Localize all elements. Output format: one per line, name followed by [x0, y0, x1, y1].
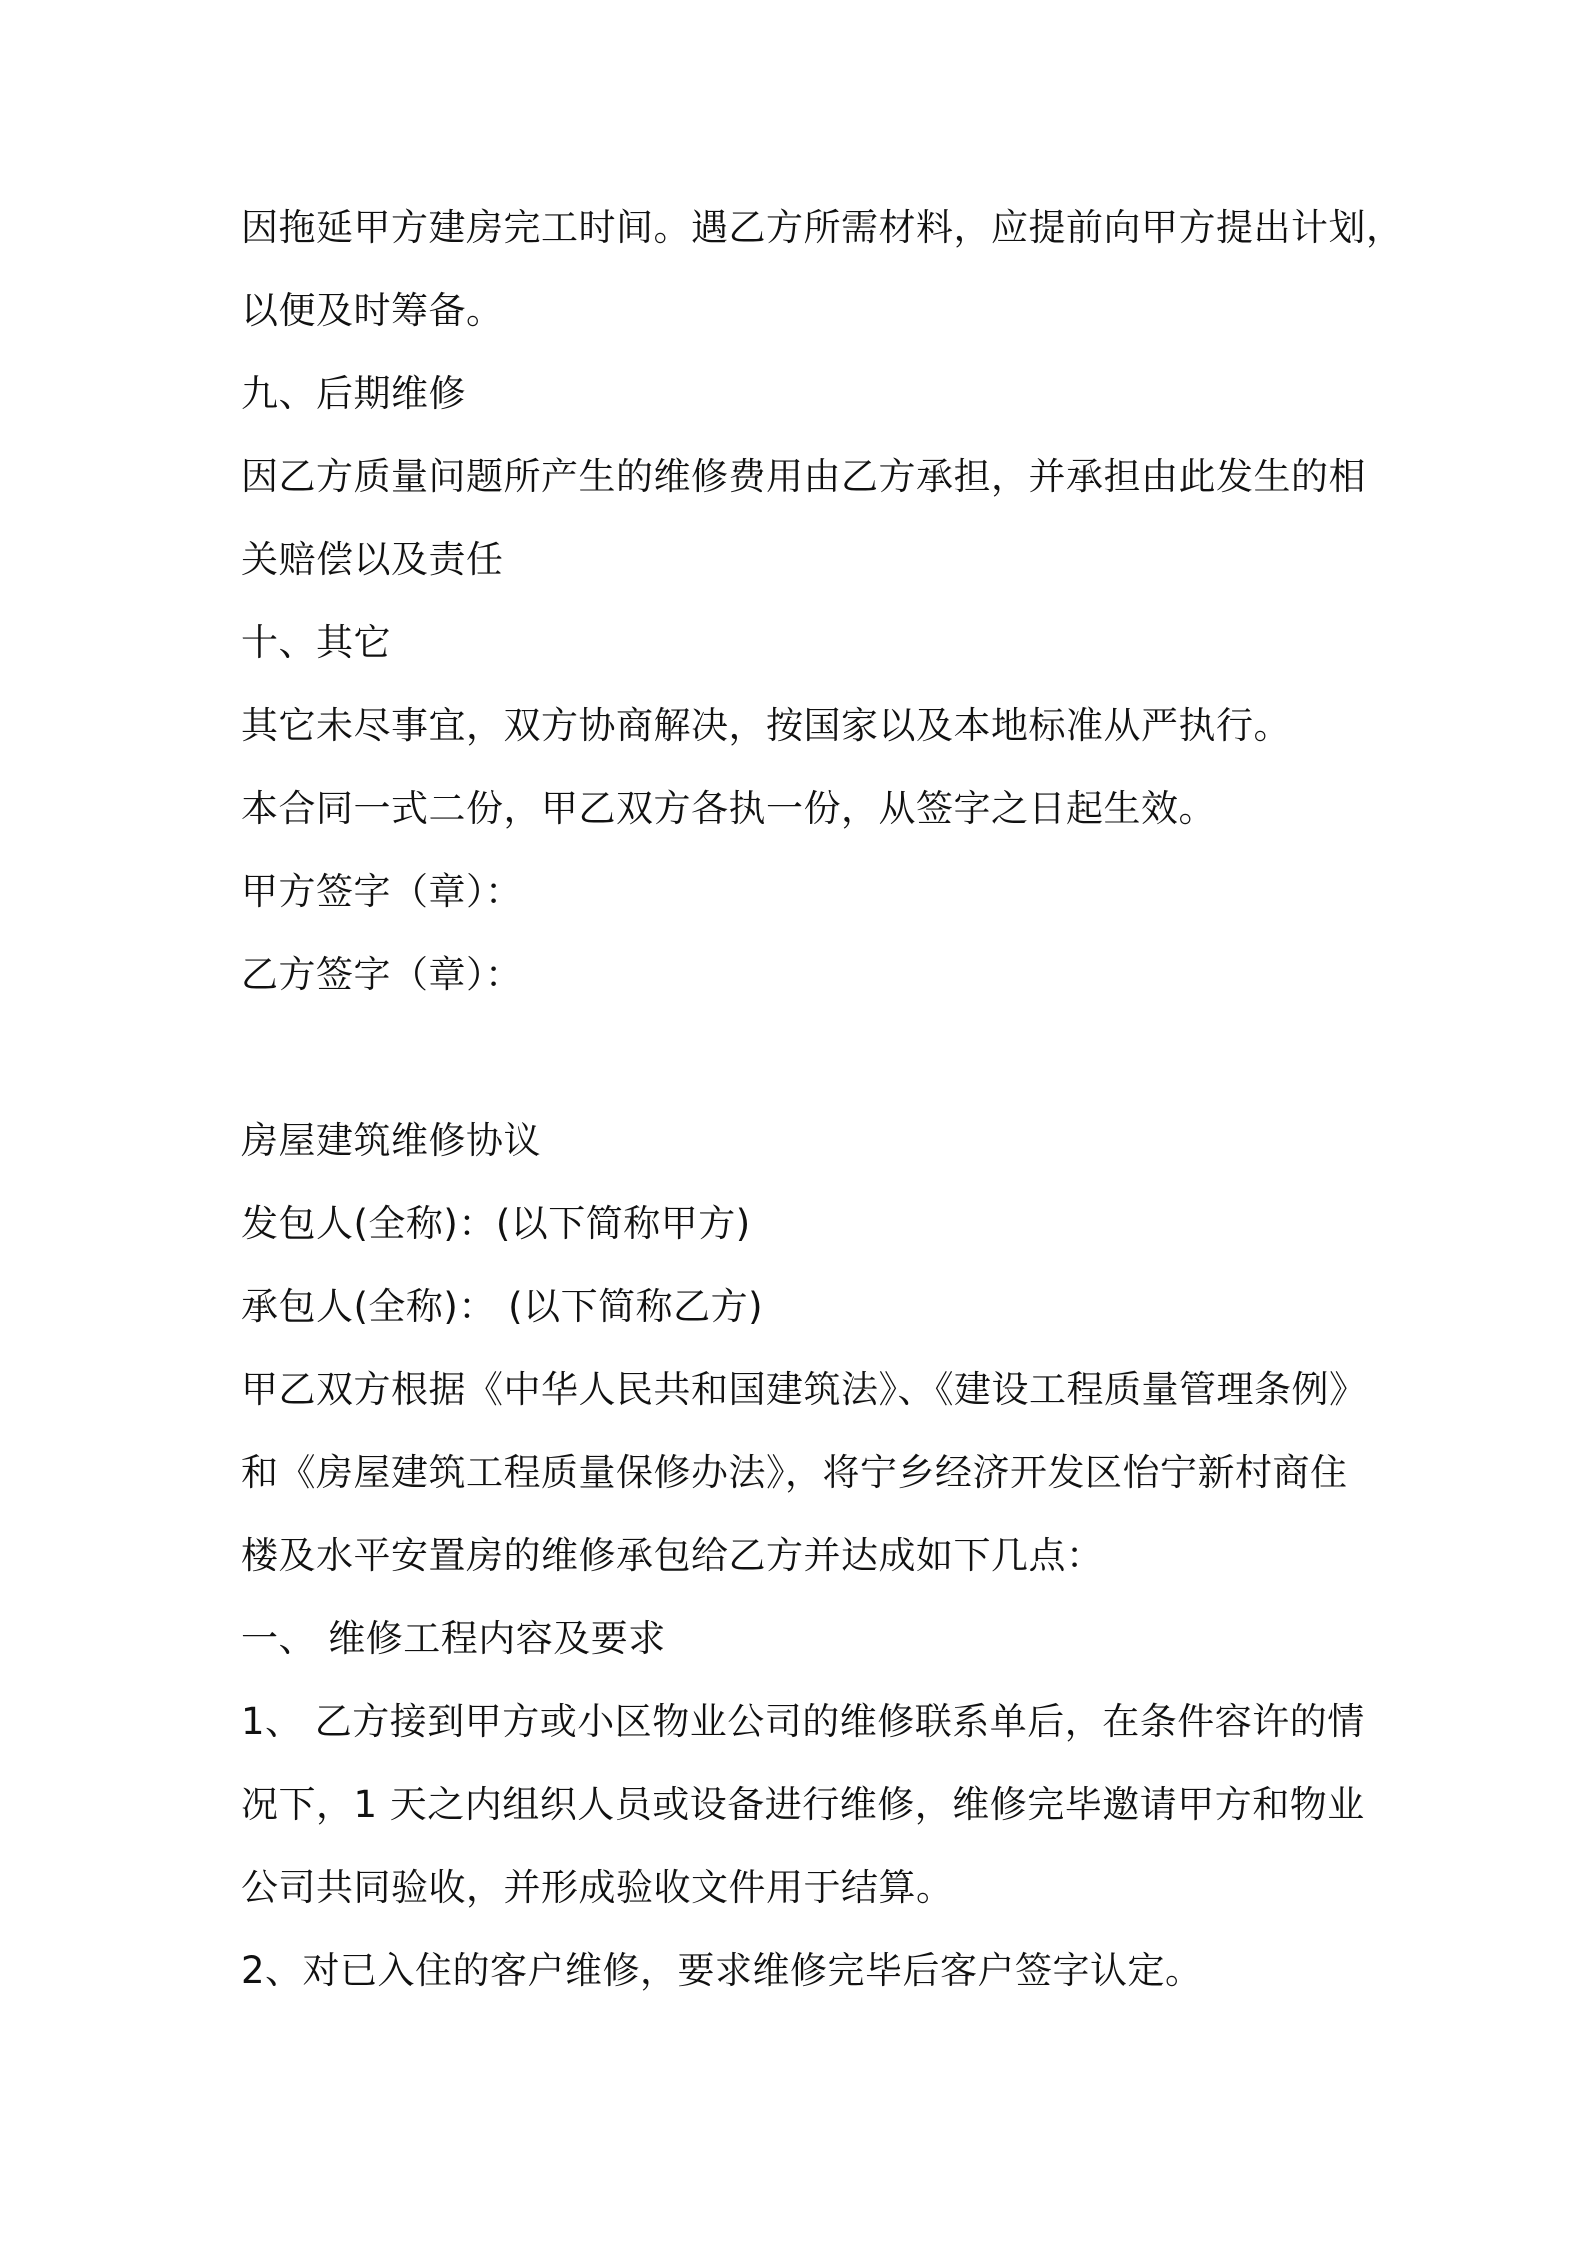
body-text-line: 关赔偿以及责任	[241, 538, 504, 581]
body-text-line: 1、 乙方接到甲方或小区物业公司的维修联系单后，在条件容许的情	[241, 1700, 1365, 1743]
body-text-line: 甲乙双方根据《中华人民共和国建筑法》、《建设工程质量管理条例》	[241, 1368, 1367, 1411]
body-text-line: 2、对已入住的客户维修，要求维修完毕后客户签字认定。	[241, 1949, 1203, 1992]
body-text-line: 楼及水平安置房的维修承包给乙方并达成如下几点：	[241, 1534, 1104, 1577]
body-text-line: 和《房屋建筑工程质量保修办法》，将宁乡经济开发区怡宁新村商住	[241, 1451, 1348, 1494]
party-a-line: 发包人(全称)：(以下简称甲方)	[241, 1202, 751, 1245]
section-heading: 一、 维修工程内容及要求	[241, 1617, 666, 1660]
body-text-line: 本合同一式二份，甲乙双方各执一份，从签字之日起生效。	[241, 787, 1216, 830]
party-b-line: 承包人(全称)： (以下简称乙方)	[241, 1285, 764, 1328]
document-title: 房屋建筑维修协议	[241, 1119, 541, 1162]
body-text-line: 因乙方质量问题所产生的维修费用由乙方承担，并承担由此发生的相	[241, 455, 1366, 498]
signature-line-party-a: 甲方签字（章）：	[241, 870, 523, 913]
body-text-line: 以便及时筹备。	[241, 289, 504, 332]
signature-line-party-b: 乙方签字（章）：	[241, 953, 523, 996]
body-text-line: 其它未尽事宜，双方协商解决，按国家以及本地标准从严执行。	[241, 704, 1291, 747]
body-text-line: 公司共同验收，并形成验收文件用于结算。	[241, 1866, 954, 1909]
body-text-line: 况下，1 天之内组织人员或设备进行维修，维修完毕邀请甲方和物业	[241, 1783, 1365, 1826]
section-heading: 九、后期维修	[241, 372, 466, 415]
body-text-line: 因拖延甲方建房完工时间。遇乙方所需材料，应提前向甲方提出计划，	[241, 206, 1404, 249]
section-heading: 十、其它	[241, 621, 391, 664]
